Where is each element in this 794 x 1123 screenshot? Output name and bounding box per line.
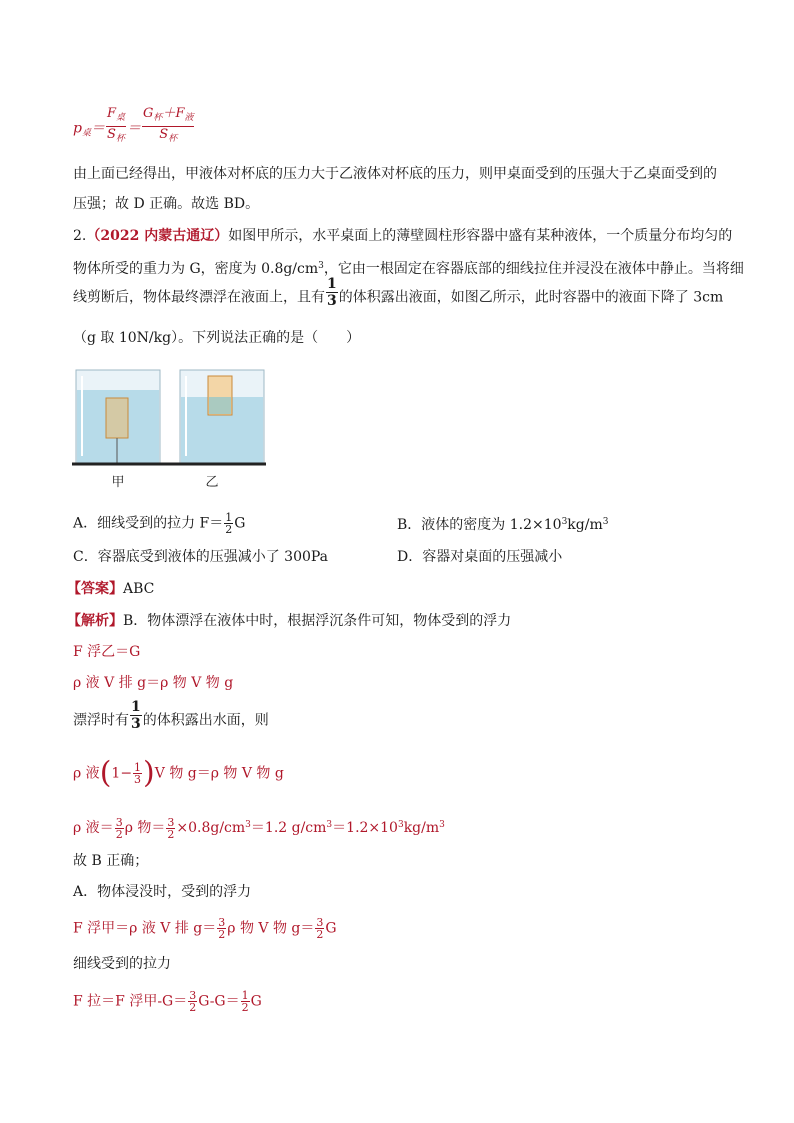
beaker-figure — [70, 366, 270, 494]
eq4-frac1 — [115, 817, 124, 840]
analysis-intro — [67, 611, 511, 631]
option-a-den: 2 — [225, 523, 233, 536]
f1-num: F — [106, 106, 117, 121]
f2-den-sub: 杯 — [168, 134, 178, 144]
eq5-frac1 — [217, 917, 226, 940]
eq4-sup4: 3 — [439, 820, 445, 830]
eq5-frac2 — [315, 917, 324, 940]
eq6-d2: 2 — [241, 1001, 249, 1014]
formula-lhs: p — [73, 120, 82, 137]
formula-frac2 — [142, 106, 194, 147]
eq6-b: G-G＝ — [198, 993, 240, 1010]
analysis-intro-text: B．物体漂浮在液体中时，根据浮沉条件可知，物体受到的浮力 — [123, 613, 512, 629]
float-fraction — [130, 699, 142, 732]
float-den: 3 — [131, 716, 141, 732]
question-text-1: 如图甲所示，水平桌面上的薄壁圆柱形容器中盛有某种液体，一个质量分布均匀的 — [228, 228, 733, 244]
answer-value: ABC — [123, 581, 155, 597]
eq6-frac1 — [188, 990, 197, 1013]
eq4-d: ＝1.2 g/cm — [250, 820, 327, 836]
eq-tension — [73, 990, 262, 1013]
eq5-d2: 2 — [316, 928, 324, 941]
eq6-d1: 2 — [189, 1001, 197, 1014]
option-b-sup: 3 — [561, 517, 568, 527]
submerged-block — [106, 398, 128, 438]
float-text-b: 的体积露出水面，则 — [142, 712, 269, 729]
formula-frac1 — [106, 106, 126, 147]
eq-density-balance: ρ 液 V 排 g＝ρ 物 V 物 g — [73, 675, 234, 691]
option-a-num: 1 — [225, 511, 233, 524]
eq6-n1: 3 — [189, 989, 197, 1002]
eq3-fraction — [133, 762, 142, 785]
option-a-text: A．细线受到的拉力 F＝ — [73, 515, 224, 532]
eq3-paren-close: ) — [143, 755, 155, 791]
option-b-sup2: 3 — [602, 517, 609, 527]
f1-den-sub: 杯 — [115, 134, 125, 144]
eq3-lhs: ρ 液 — [73, 765, 100, 782]
eq4-b: ρ 物＝ — [124, 820, 166, 836]
question-2-line-3 — [73, 276, 724, 309]
f2-den: S — [159, 127, 169, 142]
formula-eq2: ＝ — [127, 120, 142, 137]
eq6-a: F 拉＝F 浮甲-G＝ — [73, 993, 188, 1010]
pressure-formula — [73, 106, 195, 147]
container-yi — [180, 370, 264, 464]
option-d: D．容器对桌面的压强减小 — [397, 549, 563, 565]
eq4-sup2: 3 — [326, 820, 333, 830]
f2-plus: ＋F — [162, 106, 185, 121]
eq5-n1: 3 — [218, 916, 226, 929]
question-text-2a: 物体所受的重力为 G，密度为 0.8g/cm — [73, 261, 319, 277]
eq4-a: ρ 液＝ — [73, 820, 114, 836]
eq6-n2: 1 — [241, 989, 249, 1002]
float-text-a: 漂浮时有 — [73, 712, 129, 729]
f2-num-a: G — [143, 106, 154, 121]
option-a — [73, 512, 245, 535]
eq3-inner: 1− — [111, 765, 133, 782]
conclusion-line-2: 压强；故 D 正确。故选 BD。 — [73, 196, 260, 212]
f1-den: S — [107, 127, 116, 142]
eq4-n2: 3 — [167, 815, 175, 829]
question-2-line-1 — [73, 226, 732, 246]
eq4-f: kg/m — [403, 820, 440, 836]
question-text-3a: 线剪断后，物体最终漂浮在液面上，且有 — [73, 289, 325, 306]
container-jia — [76, 370, 160, 464]
eq6-frac2 — [241, 990, 250, 1013]
formula-eq1: ＝ — [90, 120, 105, 137]
option-b-text: B．液体的密度为 1.2×10 — [397, 517, 562, 533]
one-third-fraction — [326, 276, 338, 309]
figure-label-jia: 甲 — [111, 475, 125, 490]
eq4-sup1: 3 — [245, 820, 251, 830]
question-2-line-4: （g 取 10N/kg）。下列说法正确的是（ ） — [73, 330, 361, 346]
eq5-d1: 2 — [218, 928, 226, 941]
eq5-b: ρ 物 V 物 g＝ — [227, 920, 315, 937]
eq5-c: G — [325, 920, 337, 937]
eq4-d1: 2 — [115, 827, 123, 841]
eq4-sup3: 3 — [397, 820, 404, 830]
eq4-n1: 3 — [115, 815, 123, 829]
eq3-num: 1 — [134, 761, 142, 774]
eq-float-volume — [73, 755, 284, 791]
float-num: 1 — [131, 699, 141, 715]
eq3-rhs: V 物 g＝ρ 物 V 物 g — [154, 765, 284, 782]
f2-num-b-sub: 液 — [184, 113, 194, 123]
a-intro: A．物体浸没时，受到的浮力 — [73, 884, 252, 900]
question-text-3b: 的体积露出液面，如图乙所示，此时容器中的液面下降了 3cm — [338, 289, 724, 306]
float-statement — [73, 699, 269, 732]
answer-tag: 【答案】 — [67, 581, 123, 597]
question-text-2b: ，它由一根固定在容器底部的细线拉住并浸没在液体中静止。当将细 — [323, 261, 744, 277]
eq4-c: ×0.8g/cm — [176, 820, 246, 836]
b-correct: 故 B 正确； — [73, 853, 149, 869]
eq-buoyancy-jia — [73, 917, 337, 940]
question-2-line-2 — [73, 256, 744, 279]
eq3-paren-open: ( — [99, 755, 112, 791]
eq4-d2: 2 — [167, 827, 175, 841]
frac-den: 3 — [327, 293, 337, 309]
question-source: （2022 内蒙古通辽） — [86, 228, 229, 244]
answer-line — [67, 579, 154, 599]
eq6-c: G — [250, 993, 262, 1010]
question-text-2-sup: 3 — [318, 261, 324, 271]
conclusion-line-1: 由上面已经得出，甲液体对杯底的压力大于乙液体对杯底的压力，则甲桌面受到的压强大于乙桌面受到的 — [73, 166, 717, 182]
option-c: C．容器底受到液体的压强减小了 300Pa — [73, 549, 329, 565]
eq4-frac2 — [166, 817, 175, 840]
tension-intro: 细线受到的拉力 — [73, 956, 171, 972]
eq5-a: F 浮甲＝ρ 液 V 排 g＝ — [73, 920, 217, 937]
analysis-tag: 【解析】 — [67, 613, 123, 629]
eq-buoyancy-yi: F 浮乙＝G — [73, 644, 141, 660]
eq4-e: ＝1.2×10 — [332, 820, 398, 836]
question-number: 2. — [73, 228, 87, 244]
formula-lhs-sub: 桌 — [81, 128, 91, 139]
option-a-tail: G — [234, 515, 246, 532]
eq3-den: 3 — [134, 773, 142, 786]
option-b-tail: kg/m — [567, 517, 603, 533]
option-b — [397, 512, 608, 535]
figure-label-yi: 乙 — [205, 475, 219, 490]
option-a-fraction — [224, 512, 233, 535]
frac-num: 1 — [327, 276, 337, 292]
f2-num-a-sub: 杯 — [153, 113, 163, 123]
f1-num-sub: 桌 — [116, 113, 126, 123]
eq-liquid-density — [73, 815, 445, 840]
eq5-n2: 3 — [316, 916, 324, 929]
